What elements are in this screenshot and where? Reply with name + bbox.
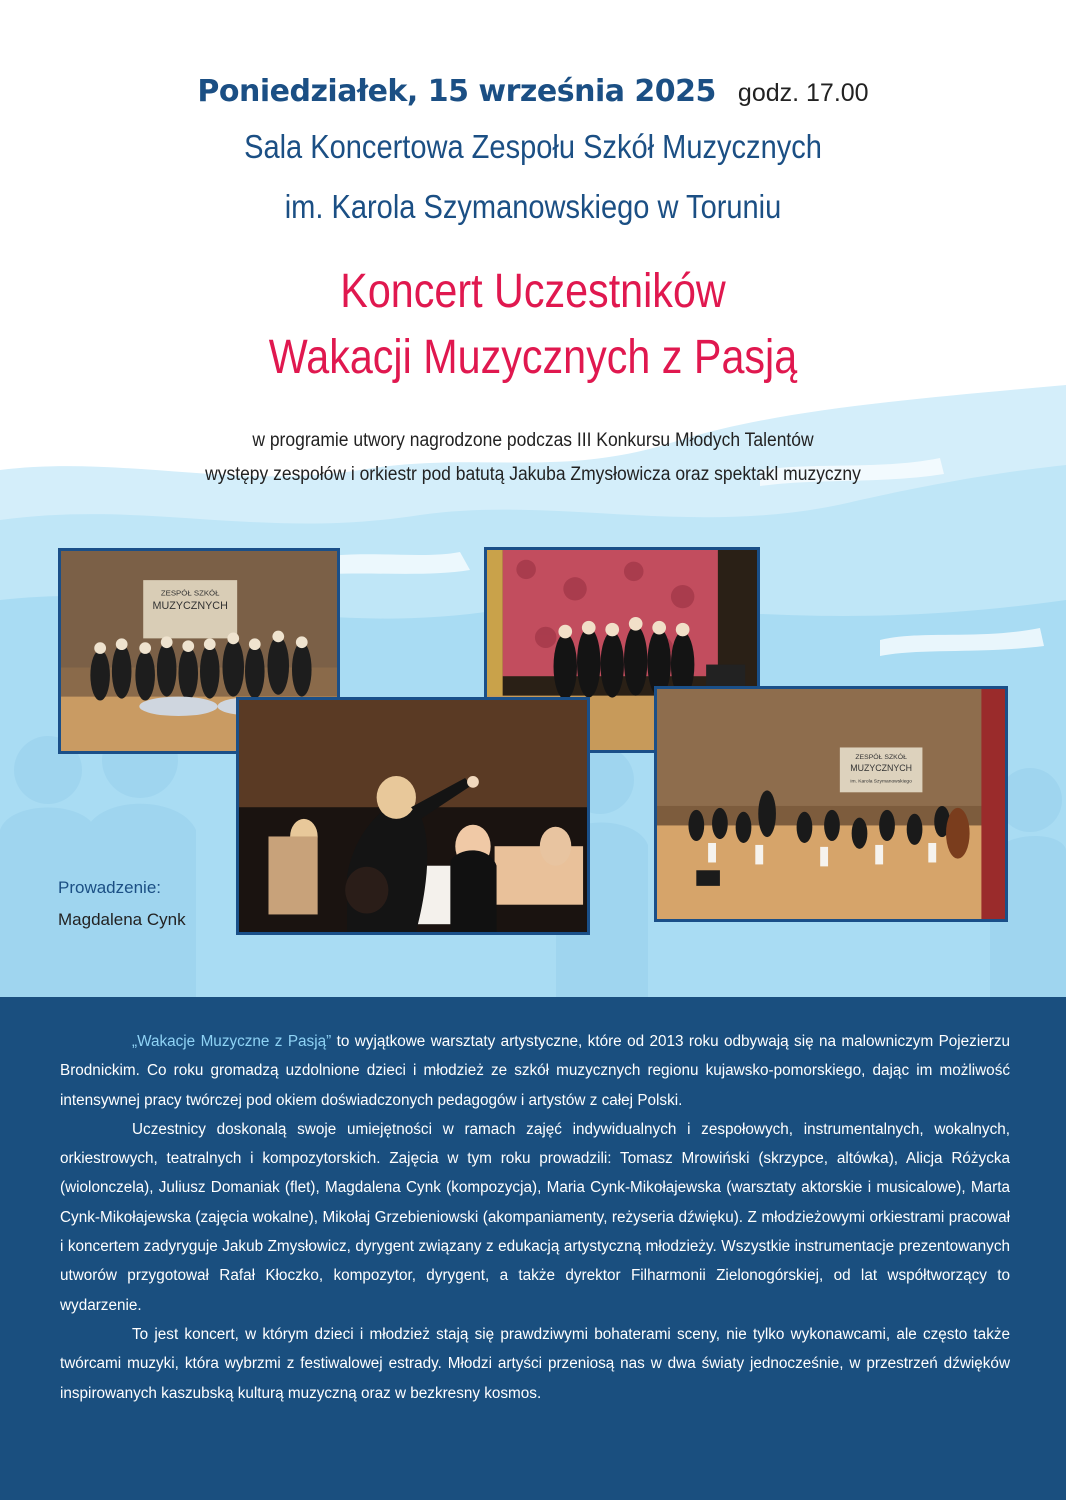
program-line-2: występy zespołów i orkiestr pod batutą Jakuba Zmysłowicza oraz spektakl muzyczny: [205, 464, 861, 485]
photo-banner-text-2: MUZYCZNYCH: [152, 600, 228, 613]
concert-title-line-1: Koncert Uczestników: [340, 265, 726, 318]
description-paragraph-1-text: to wyjątkowe warsztaty artystyczne, które od 2013 roku odbywają się na malowniczym Pojezierzu Brodnickim. Co roku gromadzą uzdolnione dzieci i młodzież ze szkół muzycznych regionu kujawsko-pomorskiego, dając im możliwość intensywnej pracy twórczej pod okiem doświadczonych pedagogów i artystów z całej Polski.: [60, 1033, 1010, 1109]
photo-banner-text-4: MUZYCZNYCH: [850, 762, 913, 773]
description-text: [60, 1027, 1010, 1408]
concert-title-line-2: Wakacji Muzycznych z Pasją: [268, 331, 798, 384]
venue-line-2: im. Karola Szymanowskiego w Toruniu: [284, 188, 782, 225]
host-label: Prowadzenie:: [58, 878, 162, 897]
photo-banner-text-3: ZESPÓŁ SZKÓŁ: [855, 754, 907, 762]
event-date: Poniedziałek, 15 września 2025: [197, 74, 716, 109]
event-time: godz. 17.00: [737, 79, 869, 107]
photo-conductor: [236, 697, 590, 935]
photo-banner-text-5: im. Karola Szymanowskiego: [850, 779, 912, 785]
host-name: Magdalena Cynk: [58, 910, 186, 929]
description-paragraph-3: To jest koncert, w którym dzieci i młodzież stają się prawdziwymi bohaterami sceny, nie tylko wykonawcami, ale często także twórcami muzyki, która wybrzmi z festiwalowej estrady. Młodzi artyści przeniosą nas w dwa światy jednocześnie, w przestrzeń dźwięków inspirowanych kaszubską kulturą muzyczną oraz w bezkresny kosmos.: [60, 1325, 1010, 1402]
photo-banner-text-1: ZESPÓŁ SZKÓŁ: [160, 588, 220, 598]
festival-name: „Wakacje Muzyczne z Pasją”: [132, 1033, 332, 1050]
venue-line-1: Sala Koncertowa Zespołu Szkół Muzycznych: [244, 128, 822, 165]
description-paragraph-1: [60, 1027, 1010, 1115]
description-paragraph-2: Uczestnicy doskonalą swoje umiejętności w ramach zajęć indywidualnych i zespołowych, instrumentalnych, wokalnych, orkiestrowych, teatralnych i kompozytorskich. Zajęcia w tym roku prowadzili: Tomasz Mrowiński (skrzypce, altówka), Alicja Różycka (wiolonczela), Juliusz Domaniak (flet), Magdalena Cynk (kompozycja), Maria Cynk-Mikołajewska (warsztaty aktorskie i musicalowe), Marta Cynk-Mikołajewska (zajęcia wokalne), Mikołaj Grzebieniowski (akompaniamenty, reżyseria dźwięku). Z młodzieżowymi orkiestrami pracował i koncertem zadyryguje Jakub Zmysłowicz, dyrygent związany z edukacją artystyczną młodzieży. Wszystkie instrumentacje prezentowanych utworów przygotował Rafał Kłoczko, kompozytor, dyrygent, a także dyrektor Filharmonii Zielonogórskiej, od lat współtworzący to wydarzenie.: [60, 1120, 1010, 1314]
program-line-1: w programie utwory nagrodzone podczas III Konkursu Młodych Talentów: [252, 430, 814, 451]
event-datetime: [0, 74, 1066, 109]
photo-orchestra: [654, 686, 1008, 922]
